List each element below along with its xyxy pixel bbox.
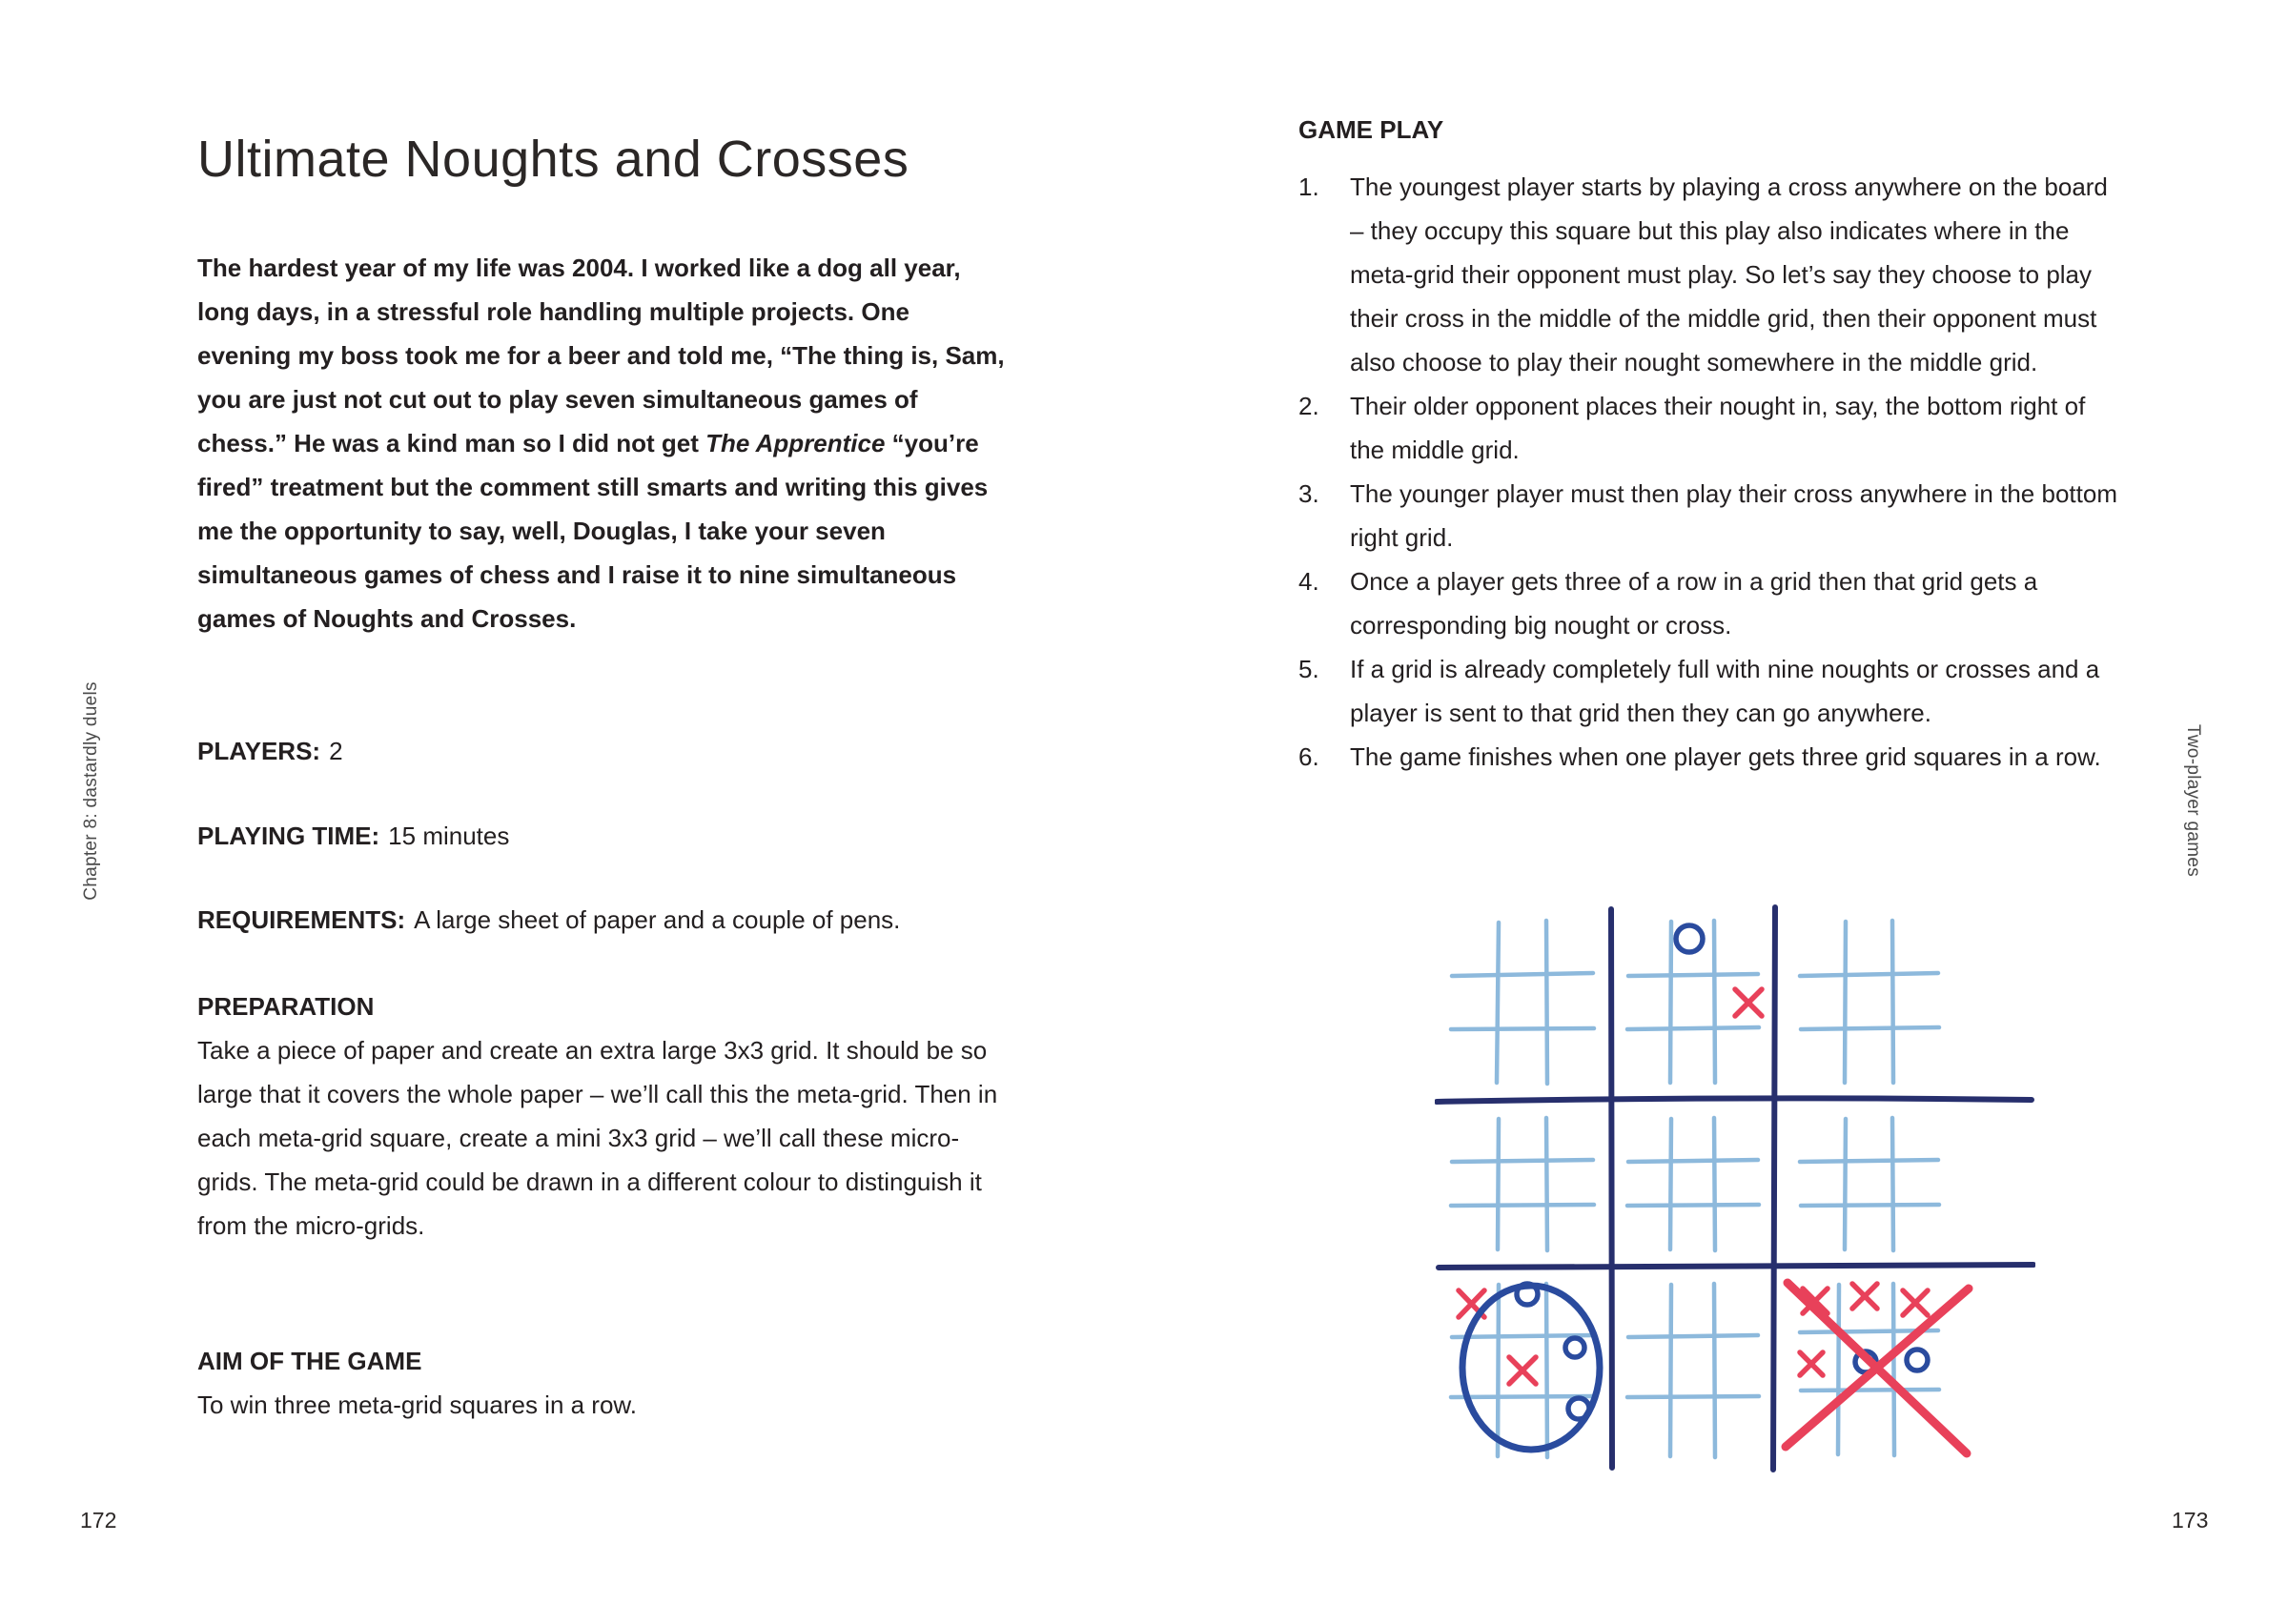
aim-body: To win three meta-grid squares in a row. [197,1391,637,1419]
fact-requirements-value: A large sheet of paper and a couple of pens. [414,905,901,934]
intro-paragraph: The hardest year of my life was 2004. I worked like a dog all year, long days, in a stressful role handling multiple projects. One evening my boss took me for a beer and told me, “The thing is, Sam, you are just not cut out to play seven simultaneous games of chess.” He was a kind man so I did not get The Apprentice “you’re fired” treatment but the comment still smarts and writing this gives me the opportunity to say, well, Douglas, I take your seven simultaneous games of chess and I raise it to nine simultaneous games of Noughts and Crosses. [197,254,1005,633]
item-text: The youngest player starts by playing a cross anywhere on the board – they occupy this square but this play also indicates where in the meta-grid their opponent must play. So let’s say they choose to play their cross in the middle of the middle grid, then their opponent must also choose to play their nought somewhere in the middle grid. [1350,173,2108,376]
item-number: 3. [1298,479,1319,508]
item-number: 2. [1298,392,1319,420]
gameplay-list [1298,165,2122,779]
fact-playing-time [197,814,509,858]
preparation-body: Take a piece of paper and create an extra large 3x3 grid. It should be so large that it covers the whole paper – we’ll call this the meta-grid. Then in each meta-grid square, create a mini 3x3 grid – we’ll call these micro-grids. The meta-grid could be drawn in a different colour to distinguish it from the micro-grids. [197,1036,998,1240]
fact-playing-time-label: PLAYING TIME: [197,822,380,850]
nought-mark [1676,925,1703,952]
gameplay-heading: GAME PLAY [1298,115,1444,144]
right-page-number: 173 [2172,1508,2209,1533]
cross-mark [1735,989,1762,1016]
big-nought-mark [1462,1286,1600,1450]
fact-requirements-label: REQUIREMENTS: [197,905,406,934]
right-sidebar-section-label: Two-player games [2183,723,2203,878]
nought-mark [1565,1338,1584,1357]
gameplay-item [1298,472,2122,559]
item-text: If a grid is already completely full with nine noughts or crosses and a player is sent to that grid then they can go anywhere. [1350,655,2100,727]
left-page-number: 172 [80,1508,117,1533]
gameplay-item [1298,647,2122,735]
item-text: Their older opponent places their nought in, say, the bottom right of the middle grid. [1350,392,2086,464]
item-text: Once a player gets three of a row in a grid then that grid gets a corresponding big nought or cross. [1350,567,2038,639]
fact-playing-time-value: 15 minutes [388,822,510,850]
fact-players-label: PLAYERS: [197,737,321,765]
item-number: 6. [1298,742,1319,771]
gameplay-item [1298,559,2122,647]
gameplay-item [1298,165,2122,384]
left-sidebar-chapter-label: Chapter 8: dastardly duels [81,681,101,901]
page-title: Ultimate Noughts and Crosses [197,131,909,188]
item-number: 4. [1298,567,1319,596]
item-number: 1. [1298,173,1319,201]
gameplay-item [1298,735,2122,779]
meta-grid-illustration [1435,903,2035,1475]
fact-players [197,729,343,773]
item-text: The younger player must then play their cross anywhere in the bottom right grid. [1350,479,2117,552]
nought-mark [1907,1350,1928,1370]
item-text: The game finishes when one player gets three grid squares in a row. [1350,742,2101,771]
fact-players-value: 2 [329,737,343,765]
fact-requirements [197,898,900,942]
gameplay-item [1298,384,2122,472]
item-number: 5. [1298,655,1319,683]
cross-mark [1509,1357,1536,1384]
preparation-heading: PREPARATION [197,992,375,1021]
aim-heading: AIM OF THE GAME [197,1347,422,1375]
